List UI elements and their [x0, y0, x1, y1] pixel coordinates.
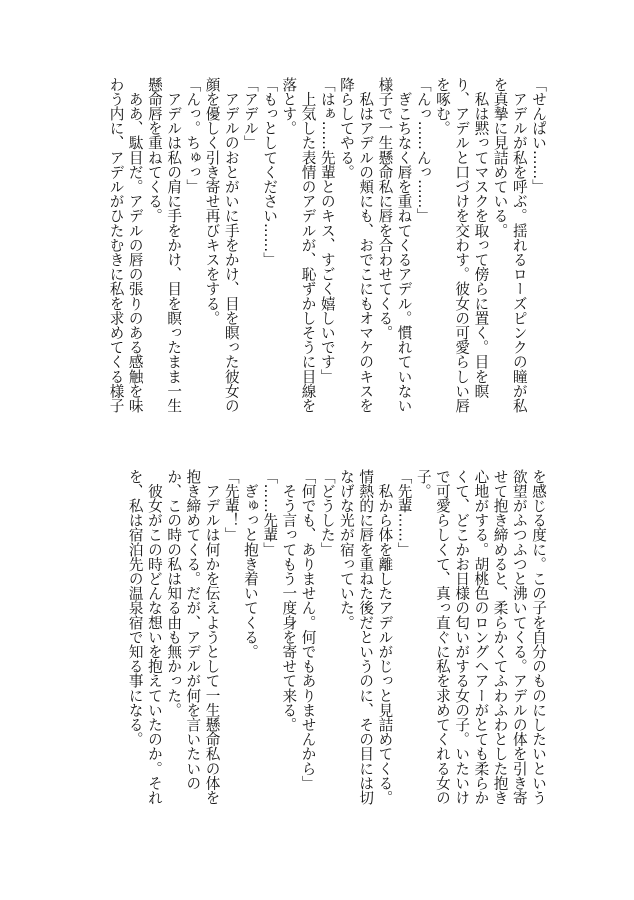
text-line: アデルのおとがいに手をかけ、目を瞑った彼女の [222, 77, 240, 413]
text-line: 抱き締めてくる。だが、アデルが何を言いたいの [184, 469, 202, 791]
text-line: 「んっ……んっ……」 [414, 77, 432, 223]
text-line: 私はアデルの頬にも、おでこにもオマケのキスを [357, 77, 375, 413]
text-line: を感じる度に。この子を自分のものにしたいという [530, 469, 547, 805]
text-line: 「はぁ……先輩とのキス、すごく嬉しいです」 [318, 77, 336, 384]
text-line: 「んっ。ちゅっ」 [184, 77, 202, 194]
text-line: 情熱的に唇を重ねた後だというのに、その目には切 [357, 469, 375, 805]
text-line: 「どうした」 [318, 469, 336, 557]
text-line: アデルは私の肩に手をかけ、目を瞑ったまま一生 [165, 77, 183, 413]
text-line: アデルが私を呼ぶ。揺れるローズピンクの瞳が私 [510, 77, 528, 413]
text-line: 懸命唇を重ねてくる。 [145, 77, 163, 223]
text-line: を、私は宿泊先の温泉宿で知る事になる。 [126, 469, 144, 747]
text-line: を啄む。 [433, 77, 451, 136]
text-line: 子。 [414, 469, 432, 499]
text-line: り、アデルと口づけを交わす。彼女の可愛らしい唇 [453, 77, 471, 413]
text-line: 落とす。 [280, 77, 298, 136]
text-line: 私は黙ってマスクを取って傍らに置く。目を瞑 [472, 77, 490, 399]
text-line: わう内に、アデルがひたむきに私を求めてくる様子 [107, 77, 125, 413]
text-line: を真摯に見詰めている。 [491, 77, 509, 238]
text-line: 「先輩！」 [222, 469, 240, 542]
text-line: 「アデル」 [241, 77, 259, 150]
top-text-block [107, 77, 548, 432]
text-line: 「何でも、ありません。何でもありませんから」 [299, 469, 317, 791]
text-line: 「せんぱい……」 [530, 77, 547, 194]
text-line: か、この時の私は知る由も無かった。 [165, 469, 183, 718]
text-line: 様子で一生懸命私に唇を合わせてくる。 [376, 77, 394, 340]
text-line: 欲望がふつふつと沸いてくる。アデルの体を引き寄 [510, 469, 528, 805]
text-line: せて抱き締めると、柔らかくてふわふわとした抱き [491, 469, 509, 805]
text-line: 「先輩……」 [395, 469, 413, 557]
text-line: ぎゅっと抱き着いてくる。 [241, 469, 259, 659]
text-line: そう言ってもう一度身を寄せて来る。 [280, 469, 298, 732]
text-line: ああ、駄目だ。アデルの唇の張りのある感触を味 [126, 77, 144, 413]
text-line: 「……先輩」 [261, 469, 279, 557]
text-line: 上気した表情のアデルが、恥ずかしそうに目線を [299, 77, 317, 413]
text-line: くて、どこかお日様の匂いがする女の子。いたいけ [453, 469, 471, 805]
text-line: アデルは何かを伝えようとして一生懸命私の体を [203, 469, 221, 805]
text-line: 彼女がこの時どんな想いを抱えていたのか。それ [145, 469, 163, 805]
text-line: 「もっとしてください……」 [261, 77, 279, 267]
text-line: 心地がする。胡桃色のロングヘアーがとても柔らか [472, 469, 490, 805]
text-line: ぎこちなく唇を重ねてくるアデル。慣れていない [395, 77, 413, 413]
text-line: 降らしてやる。 [337, 77, 355, 180]
text-line: で可愛らしくて、真っ直ぐに私を求めてくれる女の [433, 469, 451, 805]
text-line: 私から体を離したアデルがじっと見詰めてくる。 [376, 469, 394, 805]
bottom-text-block [118, 469, 548, 824]
text-line: なげな光が宿っていた。 [337, 469, 355, 630]
text-line: 顔を優しく引き寄せ再びキスをする。 [203, 77, 221, 326]
